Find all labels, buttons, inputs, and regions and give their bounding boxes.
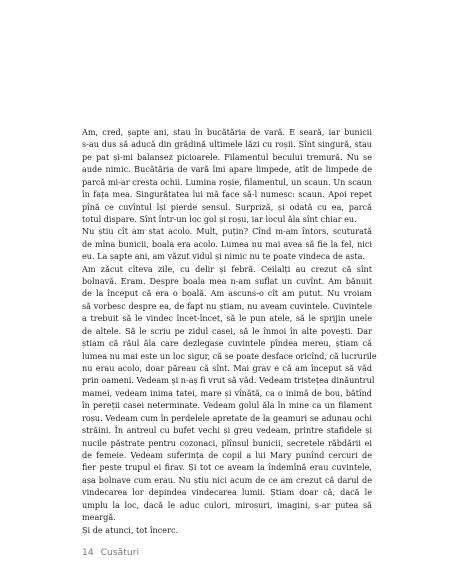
text-line: Nu știu cît am stat acolo. Mult, puțin? Cînd m-am întors, scuturată: [82, 226, 372, 237]
page-footer: [82, 547, 139, 558]
text-line: Am, cred, șapte ani, stau în bucătăria de vară. E seară, iar bunicii: [82, 127, 372, 137]
text-line: mamei, vedeam inima tatei, mare și vînătă, ca o inimă de bou, bătînd: [82, 387, 372, 398]
text-line: parcă mi-ar cresta ochii. Lumina roșie, filamentul, un scaun. Un scaun: [82, 176, 372, 187]
text-line: știam că răul ăla care dezlegase cuvintele pîndea mereu, știam că: [82, 338, 372, 349]
text-line: să vorbesc despre ea, de fapt nu știam, nu aveam cuvintele. Cuvintele: [82, 300, 372, 311]
text-line: bolnavă. Eram. Despre boala mea n-am suflat un cuvînt. Am bănuit: [82, 276, 372, 287]
text-line: totul dispare. Sînt într-un loc gol și roșu, iar locul ăla sînt chiar eu.: [82, 213, 357, 224]
text-line: în fața mea. Singurătatea lui mă face să-l numesc: scaun. Apoi repet: [82, 189, 372, 200]
text-line: Am zăcut cîteva zile, cu delir și febră. Ceilalți au crezut că sînt: [82, 263, 372, 274]
text-line: prin oameni. Vedeam și n-aș fi vrut să văd. Vedeam tristețea dinăuntrul: [82, 375, 375, 386]
text-line: nu erau acolo, doar păreau că sînt. Mai grav e că am început să văd: [82, 363, 372, 374]
text-line: pe pat și-mi balansez picioarele. Filamentul becului tremură. Nu se: [82, 151, 372, 162]
text-line: eu. La șapte ani, am văzut vidul și nimic nu te poate vindeca de asta.: [82, 251, 366, 262]
text-line: a trebuit să le vindec încet-încet, să le pun atele, să le sprijin unele: [82, 313, 372, 324]
text-line: pînă ce cuvîntul își pierde sensul. Surpriză, și odată cu ea, parcă: [82, 201, 372, 212]
text-line: fier peste trupul ei firav. Și tot ce aveam la îndemînă erau cuvintele,: [82, 462, 372, 473]
text-line: așa bolnave cum erau. Nu știu nici acum de ce am crezut că darul de: [82, 474, 372, 485]
text-line: nucile păstrate pentru cozonaci, plînsul bunicii, secretele răbdării ei: [82, 437, 372, 448]
text-line: lumea nu mai este un loc sigur, că se poate desface oricînd, că lucrurile: [82, 350, 377, 361]
body-text: [82, 126, 377, 536]
text-line: umplu la loc, dacă le aduc culori, mirosuri, imagini, s-ar putea să: [82, 499, 372, 510]
text-line: străini. În antreul cu bufet vechi și greu vedeam, printre stafidele și: [82, 425, 372, 436]
text-line: Și de atunci, tot încerc.: [82, 524, 179, 535]
text-line: roșu. Vedeam cum în perdelele apretate de la geamuri se adunau ochi: [82, 412, 372, 423]
text-line: s-au dus să aducă din grădină ultimele lăzi cu roșii. Sînt singură, stau: [82, 139, 372, 150]
running-title: Cusături: [100, 547, 140, 558]
text-line: vindecarea lor depindea vindecarea lumii. Știam doar că, dacă le: [82, 487, 372, 498]
text-line: de altele. Să le scriu pe zidul casei, să le înmoi în alte povești. Dar: [82, 325, 372, 336]
text-line: de femeie. Vedeam suferința de copil a lui Mary punînd cercuri de: [82, 449, 372, 460]
page-number: 14: [82, 547, 94, 558]
text-line: aude nimic. Bucătăria de vară îmi apare limpede, atît de limpede de: [82, 164, 372, 175]
text-line: de mîna bunicii, boala era acolo. Lumea nu mai avea să fie la fel, nici: [82, 238, 372, 249]
text-line: de la început că era o boală. Am ascuns-o cît am putut. Nu vroiam: [82, 288, 372, 299]
text-line: în pereții casei neterminate. Vedeam golul ăla în mine ca un filament: [82, 400, 372, 411]
text-line: meargă.: [82, 512, 116, 523]
